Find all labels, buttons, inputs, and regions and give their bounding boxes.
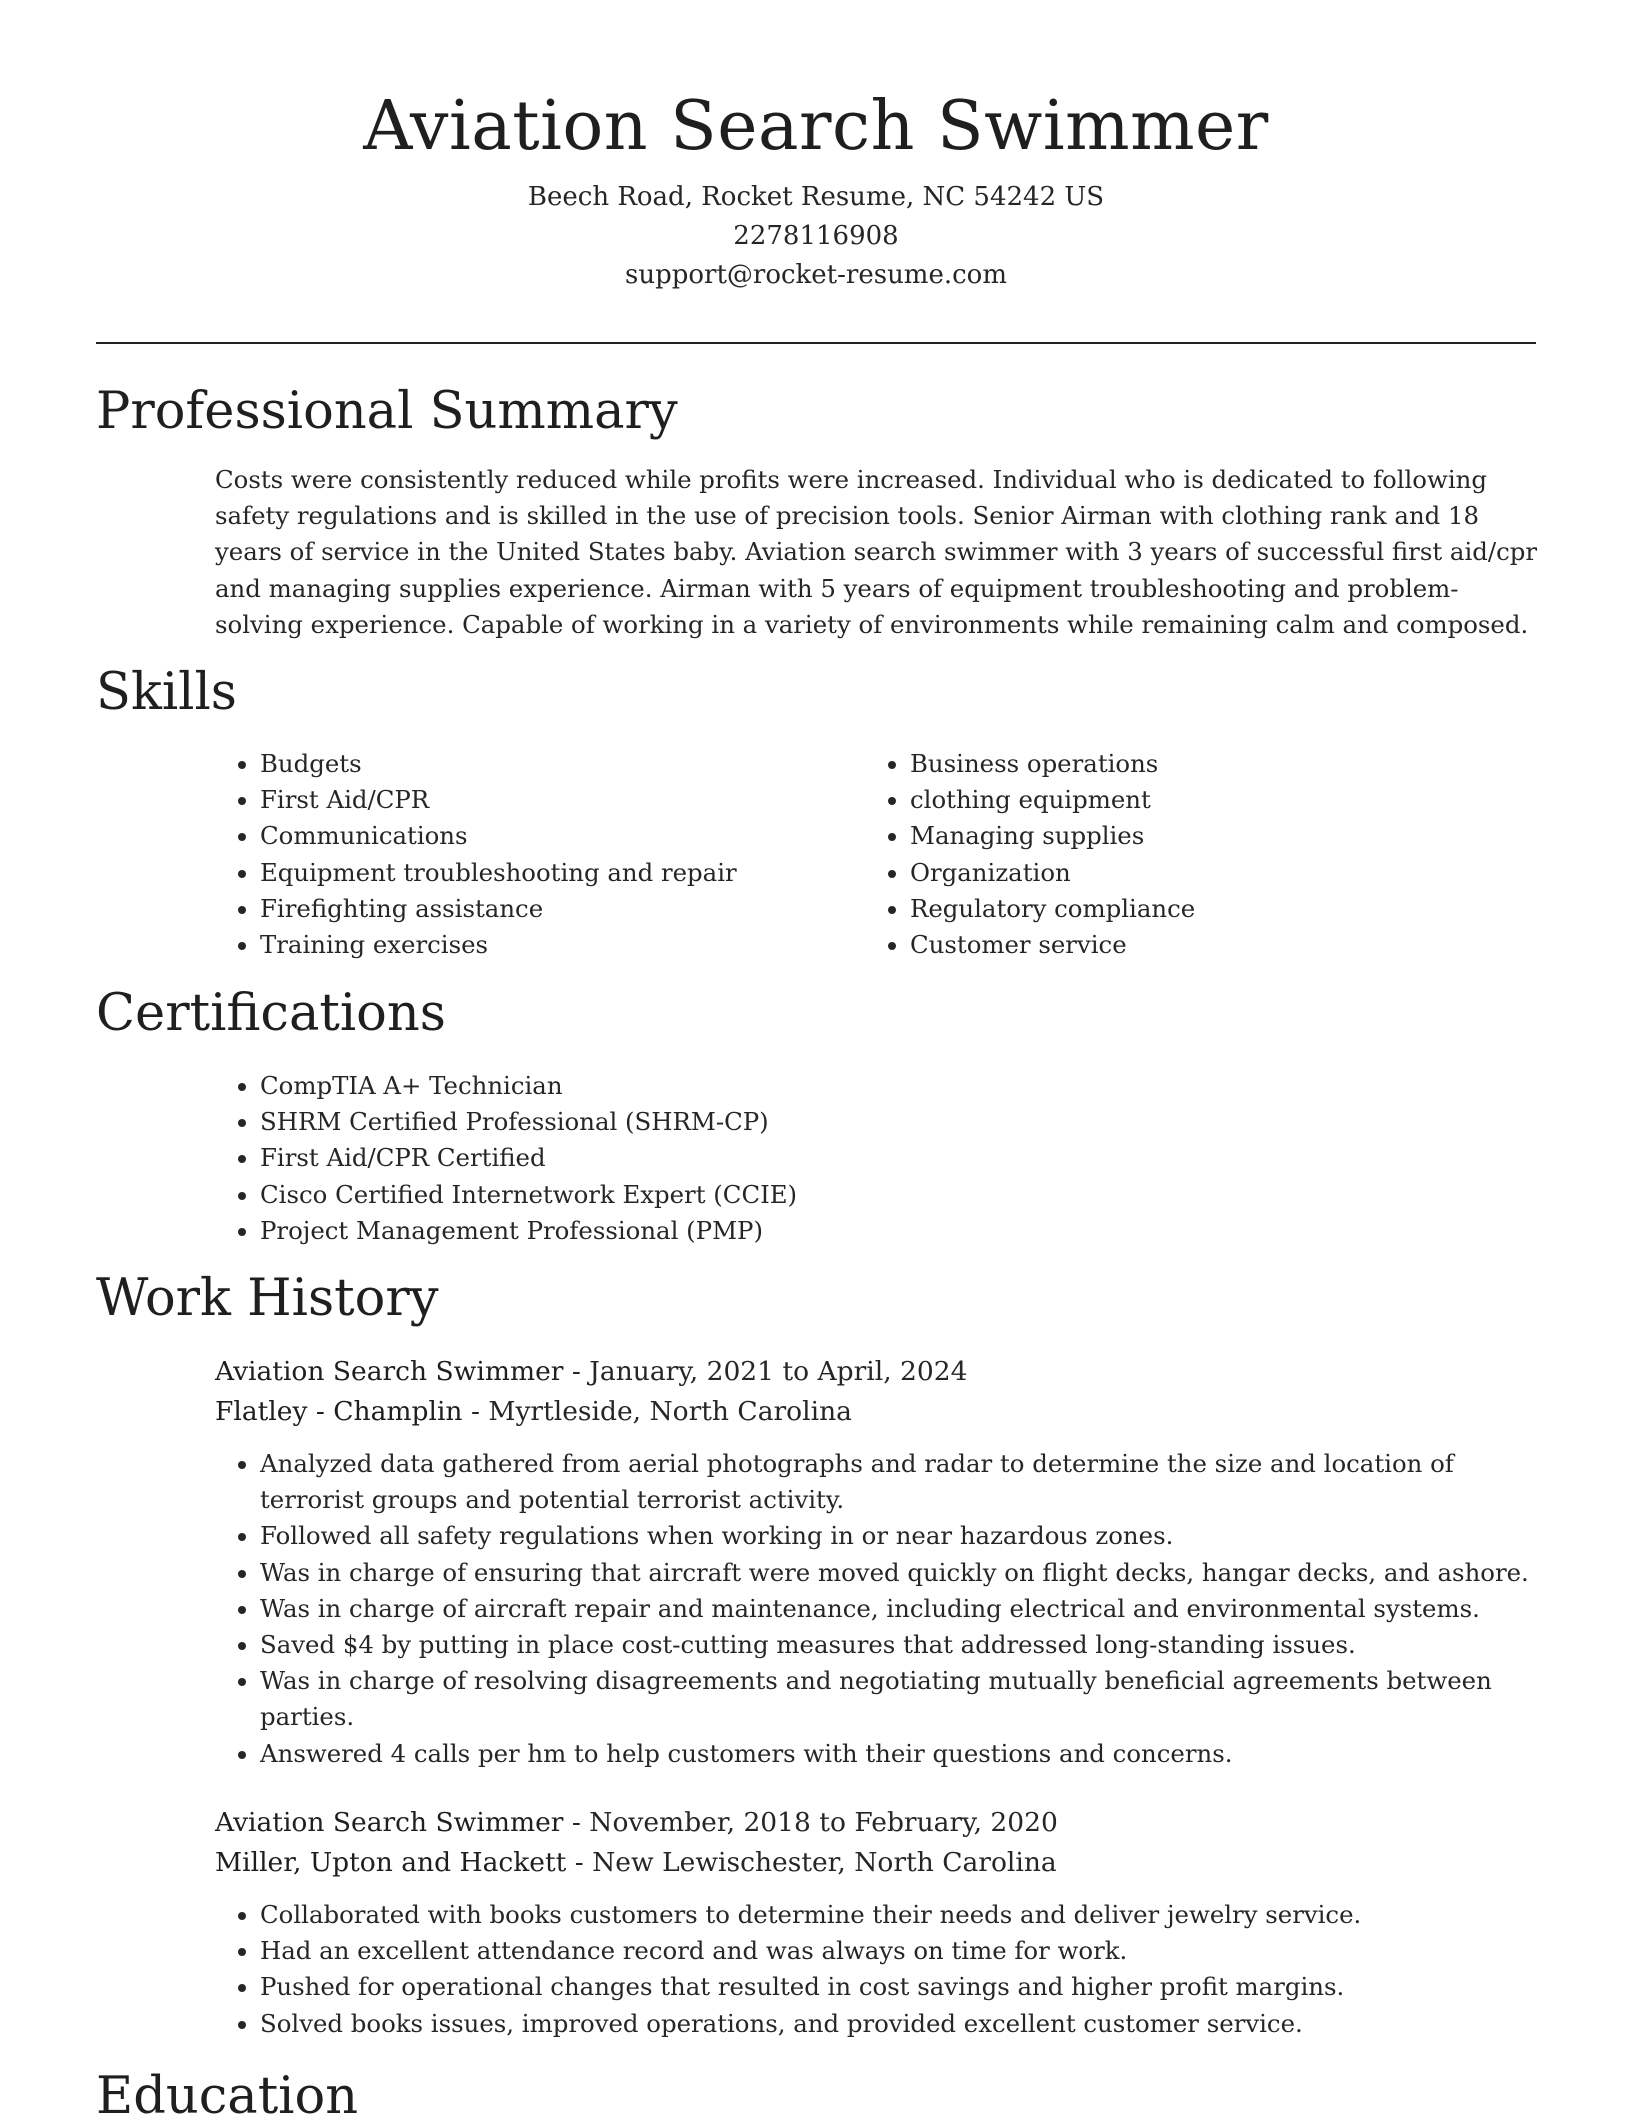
job-duty: • Saved $4 by putting in place cost-cutting measures that addressed long-standing issues. bbox=[260, 1627, 1560, 1663]
job-dates: November, 2018 to February, 2020 bbox=[589, 1807, 1058, 1838]
job-2-title-line bbox=[215, 1803, 1058, 1843]
job-duty: • Collaborated with books customers to determine their needs and deliver jewelry service. bbox=[260, 1897, 1560, 1933]
skill-item: • Organization bbox=[910, 855, 1510, 891]
skill-item: • Business operations bbox=[910, 746, 1510, 782]
job-duty: • Was in charge of resolving disagreements and negotiating mutually beneficial agreements between parties. bbox=[260, 1663, 1560, 1735]
job-title: Aviation Search Swimmer bbox=[215, 1807, 564, 1838]
certifications-list bbox=[215, 1068, 1560, 1249]
job-company: Miller, Upton and Hackett bbox=[215, 1847, 567, 1878]
skills-list-right bbox=[865, 746, 1510, 963]
certification-item: • Project Management Professional (PMP) bbox=[260, 1213, 1560, 1249]
summary-text: Costs were consistently reduced while profits were increased. Individual who is dedicated to following safety regulations and is skilled in the use of precision tools. Senior Airman with clothing rank and 18 years of service in the United States baby. Aviation search swimmer with 3 years of successful first aid/cpr and managing supplies experience. Airman with 5 years of equipment troubleshooting and problem-solving experience. Capable of working in a variety of environments while remaining calm and composed. bbox=[215, 465, 1538, 639]
job-title: Aviation Search Swimmer bbox=[215, 1356, 564, 1387]
skill-item: • Budgets bbox=[260, 746, 860, 782]
skill-item: • Communications bbox=[260, 818, 860, 854]
skill-item: • Regulatory compliance bbox=[910, 891, 1510, 927]
education-heading: Education bbox=[96, 2067, 359, 2126]
contact-info bbox=[0, 178, 1632, 295]
skill-item: • Equipment troubleshooting and repair bbox=[260, 855, 860, 891]
job-duty: • Analyzed data gathered from aerial photographs and radar to determine the size and location of terrorist groups and potential terrorist activity. bbox=[260, 1446, 1560, 1518]
job-duty: • Had an excellent attendance record and was always on time for work. bbox=[260, 1933, 1560, 1969]
summary-heading: Professional Summary bbox=[96, 382, 678, 441]
contact-address: Beech Road, Rocket Resume, NC 54242 US bbox=[527, 182, 1105, 212]
skill-item: • clothing equipment bbox=[910, 782, 1510, 818]
certification-item: • SHRM Certified Professional (SHRM-CP) bbox=[260, 1104, 1560, 1140]
certification-item: • Cisco Certified Internetwork Expert (CCIE) bbox=[260, 1177, 1560, 1213]
job-separator: - bbox=[571, 1807, 590, 1838]
job-location: New Lewischester, North Carolina bbox=[592, 1847, 1057, 1878]
skill-item: • Firefighting assistance bbox=[260, 891, 860, 927]
job-1-title-line bbox=[215, 1352, 968, 1392]
skill-item: • Managing supplies bbox=[910, 818, 1510, 854]
job-1-duties bbox=[215, 1446, 1560, 1772]
job-location: Myrtleside, North Carolina bbox=[488, 1396, 852, 1427]
job-separator: - bbox=[571, 1356, 590, 1387]
job-duty: • Followed all safety regulations when working in or near hazardous zones. bbox=[260, 1518, 1560, 1554]
job-2-company-line bbox=[215, 1843, 1057, 1883]
job-separator: - bbox=[470, 1396, 489, 1427]
certifications-heading: Certifications bbox=[96, 984, 446, 1043]
certification-item: • CompTIA A+ Technician bbox=[260, 1068, 1560, 1104]
contact-phone: 2278116908 bbox=[733, 221, 899, 251]
skill-item: • First Aid/CPR bbox=[260, 782, 860, 818]
resume-header bbox=[0, 0, 1632, 295]
job-separator: - bbox=[574, 1847, 593, 1878]
job-1-company-line bbox=[215, 1392, 852, 1432]
skills-list-left bbox=[215, 746, 860, 963]
candidate-name: Aviation Search Swimmer bbox=[363, 87, 1269, 166]
job-dates: January, 2021 to April, 2024 bbox=[589, 1356, 968, 1387]
contact-email: support@rocket-resume.com bbox=[624, 260, 1007, 290]
job-duty: • Pushed for operational changes that resulted in cost savings and higher profit margins. bbox=[260, 1969, 1560, 2005]
certification-item: • First Aid/CPR Certified bbox=[260, 1140, 1560, 1176]
skill-item: • Customer service bbox=[910, 927, 1510, 963]
job-duty: • Was in charge of aircraft repair and maintenance, including electrical and environmental systems. bbox=[260, 1591, 1560, 1627]
skill-item: • Training exercises bbox=[260, 927, 860, 963]
job-company: Flatley - Champlin bbox=[215, 1396, 463, 1427]
skills-heading: Skills bbox=[96, 663, 237, 722]
job-duty: • Solved books issues, improved operations, and provided excellent customer service. bbox=[260, 2006, 1560, 2042]
work-history-heading: Work History bbox=[96, 1269, 439, 1328]
header-divider bbox=[96, 342, 1536, 344]
job-duty: • Answered 4 calls per hm to help customers with their questions and concerns. bbox=[260, 1736, 1560, 1772]
job-2-duties bbox=[215, 1897, 1560, 2042]
job-duty: • Was in charge of ensuring that aircraft were moved quickly on flight decks, hangar decks, and ashore. bbox=[260, 1555, 1560, 1591]
